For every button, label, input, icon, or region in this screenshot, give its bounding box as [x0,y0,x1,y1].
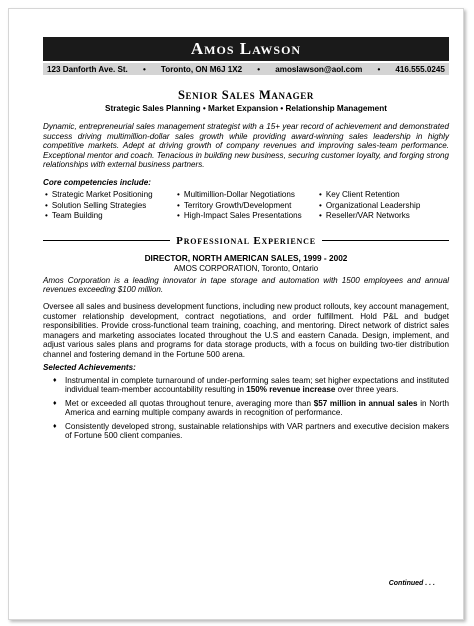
competency-item: • Key Client Retention [319,190,420,201]
diamond-bullet-icon: ♦ [53,399,57,407]
achievement-text: Instrumental in complete turnaround of under-performing sales team; set higher expectations and instituted individual team-member accountability resulting in [65,375,449,395]
contact-city: Toronto, ON M6J 1X2 [160,64,243,74]
resume-page [8,8,464,620]
experience-section-title: Professional Experience [176,234,316,247]
experience-section-header [43,235,449,247]
competencies-title: Core competencies include: [43,177,151,187]
contact-phone: 416.555.0245 [395,64,445,74]
competency-item: • Multimillion-Dollar Negotiations [177,190,319,201]
contact-bar [43,63,449,75]
contact-separator: • [257,64,261,74]
candidate-name: Amos Lawson [190,39,302,58]
section-rule [322,240,449,241]
competencies-column [177,190,319,222]
company-description: Amos Corporation is a leading innovator in tape storage and automation with 1500 employees and annual revenues exceeding $100 million. [43,275,449,295]
competency-item: • High-Impact Sales Presentations [177,211,319,222]
contact-separator: • [142,64,146,74]
job-title: DIRECTOR, NORTH AMERICAN SALES, 1999 - 2002 [144,252,348,263]
competency-item: • Team Building [45,211,177,222]
employer: AMOS CORPORATION, Toronto, Ontario [173,263,319,273]
achievement-text: in North America and earning multiple company awards in recognition of performance. [65,398,450,418]
section-rule [43,240,170,241]
competency-item: • Solution Selling Strategies [45,201,177,212]
achievement-text: Consistently developed strong, sustainable relationships with VAR partners and executive decision makers of Fortune 500 client companies. [65,421,449,441]
achievement-item [43,399,449,418]
competency-item: • Strategic Market Positioning [45,190,177,201]
contact-separator: • [377,64,381,74]
summary-paragraph: Dynamic, entrepreneurial sales management strategist with a 15+ year record of achievement and demonstrated success driving multimillion-dollar sales growth while providing award-winning sales leadership in highly competitive markets. Adept at driving growth of company revenues and improving sales-team performance. Exceptional mentor and coach. Tenacious in building new business, securing customer loyalty, and forging strong relationships with external business partners. [43,122,449,170]
competencies-column [319,190,420,222]
achievement-highlight: $57 million in annual sales [313,398,418,408]
continued-note: Continued . . . [388,580,435,587]
resume-content [43,37,449,441]
diamond-bullet-icon: ♦ [53,376,57,384]
achievement-highlight: 150% revenue increase [246,385,336,395]
achievement-text: Met or exceeded all quotas throughout tenure, averaging more than [65,398,314,408]
achievement-item [43,376,449,395]
contact-address: 123 Danforth Ave. St. [47,64,128,74]
competencies-column [45,190,177,222]
headline-title: Senior Sales Manager [178,88,314,102]
competencies-list [43,190,449,222]
name-banner [43,37,449,61]
competency-item: • Territory Growth/Development [177,201,319,212]
job-responsibilities: Oversee all sales and business development functions, including new product rollouts, key account management, customer relationship development, contract negotiations, and order fulfillment. Hold P&L and budget responsibilities. Provide cross-functional team training, coaching, and mentoring. Direct network of district sales managers and marketing associates located throughout the U.S and eastern Canada. Design, implement, and adjust various sales plans and programs for data storage products, with a focus on building two-tier distribution channel and fostering demand in the Fortune 500 arena. [43,301,449,359]
contact-email[interactable]: amoslawson@aol.com [275,64,363,74]
competency-item: • Reseller/VAR Networks [319,211,420,222]
achievements-title: Selected Achievements: [43,362,136,372]
competency-item: • Organizational Leadership [319,201,420,212]
achievement-item [43,422,449,441]
diamond-bullet-icon: ♦ [53,422,57,430]
achievement-text: over three years. [335,385,399,395]
headline-specialties: Strategic Sales Planning • Market Expansion • Relationship Management [105,104,387,113]
